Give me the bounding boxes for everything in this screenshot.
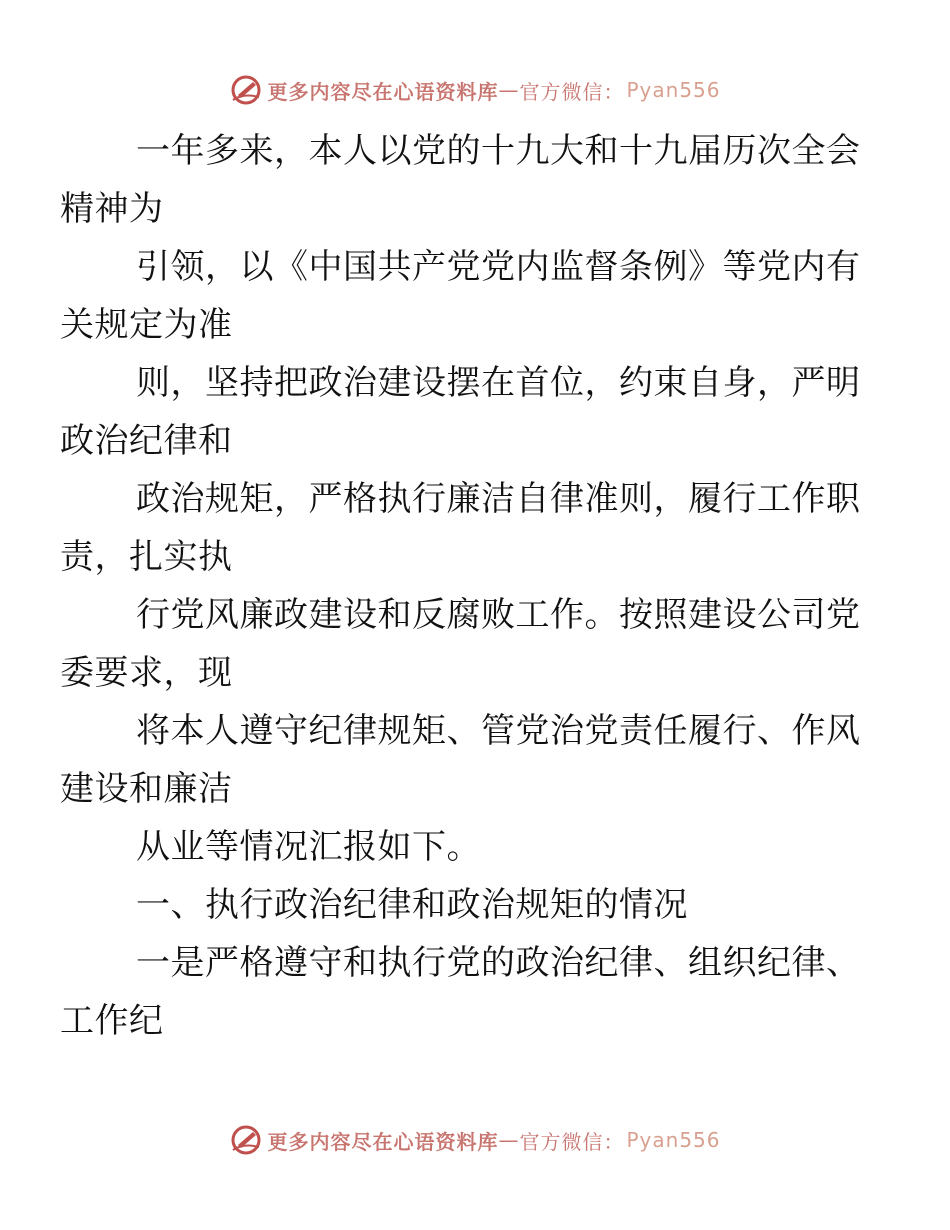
header-brand: 更多内容尽在心语资料库	[267, 79, 499, 104]
section-heading	[98, 876, 868, 934]
logo-icon	[229, 1123, 263, 1157]
header-dash: —	[498, 78, 520, 102]
line-2b: 关规定为准	[60, 305, 233, 345]
paragraph-4	[60, 470, 868, 586]
line-6a: 将本人遵守纪律规矩、管党治党责任履行、作风	[136, 711, 861, 751]
document-body	[60, 122, 868, 1050]
paragraph-2	[60, 238, 868, 354]
line-2a: 引领，以《中国共产党党内监督条例》等党内有	[136, 247, 861, 287]
paragraph-7	[98, 818, 868, 876]
line-4b: 责，扎实执	[60, 537, 233, 577]
line-3a: 则，坚持把政治建设摆在首位，约束自身，严明	[136, 363, 861, 403]
line-1b: 精神为	[60, 189, 164, 229]
line-5b: 委要求，现	[60, 653, 233, 693]
header-watermark	[0, 70, 950, 110]
paragraph-9	[60, 934, 868, 1050]
line-1a: 一年多来，本人以党的十九大和十九届历次全会	[136, 131, 861, 171]
paragraph-1	[60, 122, 868, 238]
footer-watermark	[0, 1120, 950, 1160]
line-6b: 建设和廉洁	[60, 769, 233, 809]
paragraph-3	[60, 354, 868, 470]
header-wechat-id: Pyan556	[626, 78, 721, 102]
line-5a: 行党风廉政建设和反腐败工作。按照建设公司党	[136, 595, 861, 635]
line-9b: 工作纪	[60, 1001, 164, 1041]
footer-brand: 更多内容尽在心语资料库	[267, 1129, 499, 1154]
line-3b: 政治纪律和	[60, 421, 233, 461]
footer-dash: —	[498, 1128, 520, 1152]
line-7a: 从业等情况汇报如下。	[136, 827, 481, 867]
line-4a: 政治规矩，严格执行廉洁自律准则，履行工作职	[136, 479, 861, 519]
footer-wechat-id: Pyan556	[626, 1128, 721, 1152]
line-8a: 一、执行政治纪律和政治规矩的情况	[136, 885, 688, 925]
logo-icon	[229, 73, 263, 107]
line-9a: 一是严格遵守和执行党的政治纪律、组织纪律、	[136, 943, 861, 983]
paragraph-5	[60, 586, 868, 702]
footer-wechat-label: 官方微信：	[519, 1129, 625, 1154]
header-wechat-label: 官方微信：	[519, 79, 625, 104]
paragraph-6	[60, 702, 868, 818]
